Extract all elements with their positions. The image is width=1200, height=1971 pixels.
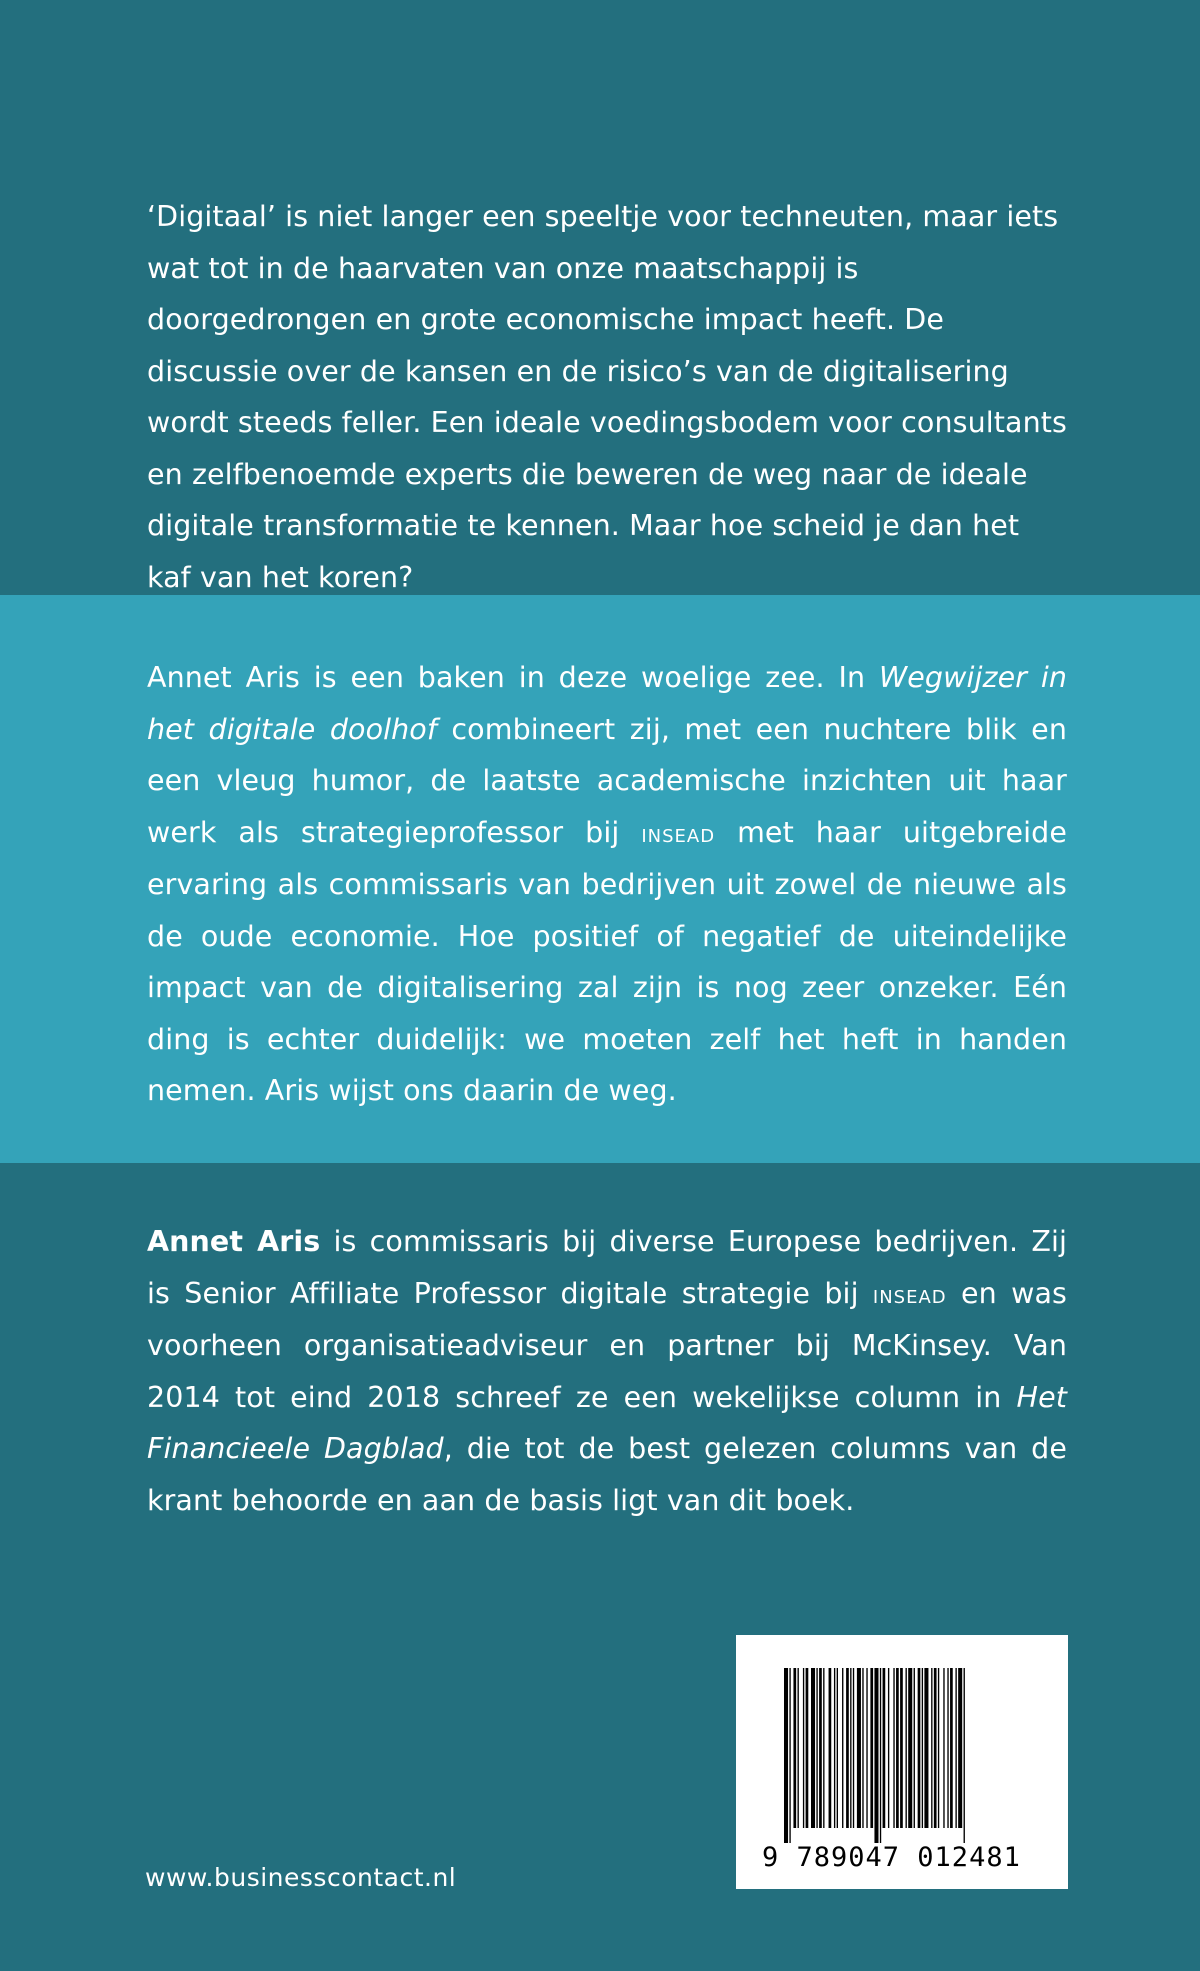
institution-name: insead [641,818,716,848]
barcode-bar [857,1668,861,1828]
barcode-bar [853,1668,854,1828]
institution-name-bio: insead [872,1279,947,1309]
barcode-bar [888,1668,889,1828]
blurb-intro-paragraph [147,191,1067,603]
barcode-bar [811,1668,815,1828]
barcode-bar [789,1668,790,1843]
author-bio-text-2: en was voorheen organisatieadviseur en partner bij McKinsey. Van 2014 tot eind 2018 schreef ze een wekelijkse column in [147,1276,1067,1414]
barcode-bar [816,1668,817,1828]
barcode-bar [914,1668,915,1828]
barcode-bar [880,1668,881,1843]
barcode-bar [924,1668,928,1828]
blurb-middle-paragraph [147,652,1067,1117]
barcode-bar [850,1668,851,1828]
author-bio-paragraph [147,1216,1067,1526]
barcode-bar [837,1668,838,1828]
barcode-bar [846,1668,849,1828]
barcode-bar [784,1668,788,1843]
barcode-image [784,1668,1024,1843]
isbn-number: 9 789047 012481 [762,1842,1021,1873]
barcode-bar [938,1668,939,1828]
barcode-bar [918,1668,921,1828]
barcode-bar [955,1668,956,1828]
author-name: Annet Aris [147,1225,321,1258]
blurb-middle-text-3: met haar uitgebreide ervaring als commissaris van bedrijven uit zowel de nieuwe als de oude economie. Hoe positief of negatief de uiteindelijke impact van de digitalisering zal zijn is nog zeer onzeker. Eén ding is echter duidelijk: we moeten zelf het heft in handen nemen. Aris wijst ons daarin de weg. [147,815,1068,1107]
barcode-bar [906,1668,907,1828]
barcode-bar [862,1668,863,1828]
barcode-bar [958,1668,962,1828]
barcode-bar [883,1668,886,1828]
blurb-middle-text-2: combineert zij, met een nuchtere blik en een vleug humor, de laatste academische inzichten uit haar werk als strategieprofessor bij [147,712,1067,849]
barcode-bar [943,1668,944,1828]
barcode-panel [736,1635,1068,1889]
barcode-bar [893,1668,894,1828]
newspaper-name: Het Financieele Dagblad [147,1380,1067,1465]
barcode-bar [947,1668,948,1828]
barcode-bar [803,1668,804,1828]
author-bio-text-1: is commissaris bij diverse Europese bedrijven. Zij is Senior Affiliate Professor digitale strategie bij [147,1225,1068,1310]
publisher-website: www.businesscontact.nl [145,1863,457,1892]
author-bio-text-3: , die tot de best gelezen columns van de krant behoorde en aan de basis ligt van dit boek. [147,1432,1067,1517]
barcode-bar [934,1668,937,1828]
barcode-bar [874,1668,878,1843]
barcode-bar [931,1668,932,1828]
barcode-bar [829,1668,832,1828]
blurb-intro-text: ‘Digitaal’ is niet langer een speeltje voor techneuten, maar iets wat tot in de haarvaten van onze maatschappij is doorgedrongen en grote economische impact heeft. De discussie over de kansen en de risico’s van de digitalisering wordt steeds feller. Een ideale voedingsbodem voor consultants en zelfbenoemde experts die beweren de weg naar de ideale digitale transformatie te kennen. Maar hoe scheid je dan het kaf van het koren? [147,200,1067,594]
blurb-middle-text-1: Annet Aris is een baken in deze woelige zee. In [147,661,879,694]
barcode-bar [950,1668,953,1828]
barcode-bar [900,1668,903,1828]
barcode-bar [922,1668,923,1828]
barcode-bar [896,1668,899,1828]
barcode-bar [798,1668,799,1828]
barcode-bar [793,1668,796,1828]
barcode-bar [806,1668,809,1828]
barcode-bar [866,1668,867,1828]
barcode-bar [819,1668,822,1828]
barcode-bar [842,1668,843,1828]
barcode-bar [870,1668,873,1828]
barcode-bar [834,1668,835,1828]
barcode-bar [823,1668,824,1828]
barcode-bar [964,1668,965,1843]
book-title: Wegwijzer in het digitale doolhof [147,661,1068,746]
barcode-bar [908,1668,912,1828]
